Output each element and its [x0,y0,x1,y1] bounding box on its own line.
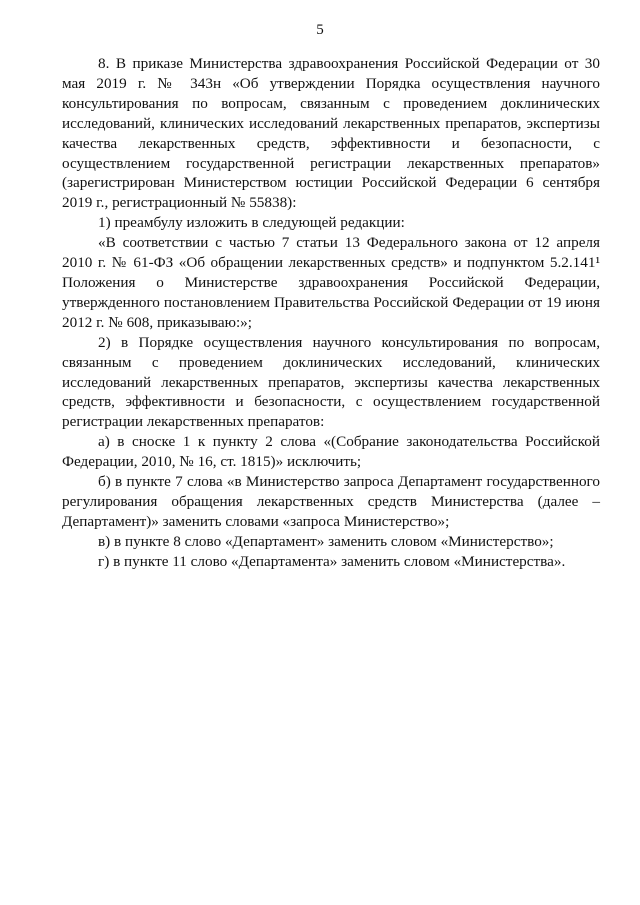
paragraph-subitem-1: 1) преамбулу изложить в следующей редакции: [98,214,405,232]
paragraph-subitem-g: г) в пункте 11 слово «Департамента» заменить словом «Министерства». [98,552,566,570]
document-body [62,54,600,572]
paragraph-item-8: 8. В приказе Министерства здравоохранения Российской Федерации от 30 мая 2019 г. № 343н «Об утверждении Порядка осуществления научного консультирования по вопросам, связанным с проведением доклинических исследований, клинических исследований лекарственных препаратов, экспертизы качества лекарственных средств, эффективности и безопасности, с осуществлением государственной регистрации лекарственных препаратов» (зарегистрирован Министерством юстиции Российской Федерации 6 сентября 2019 г., регистрационный № 55838): [62,55,600,212]
paragraph-preamble-text: «В соответствии с частью 7 статьи 13 Федерального закона от 12 апреля 2010 г. № 61-ФЗ «Об обращении лекарственных средств» и подпунктом 5.2.141¹ Положения о Министерстве здравоохранения Российской Федерации, утвержденного постановлением Правительства Российской Федерации от 19 июня 2012 г. № 608, приказываю:»; [62,234,600,331]
paragraph-subitem-v: в) в пункте 8 слово «Департамент» заменить словом «Министерство»; [98,532,554,550]
page-number: 5 [316,22,324,38]
paragraph-subitem-b: б) в пункте 7 слова «в Министерство запроса Департамент государственного регулирования обращения лекарственных средств Министерства (далее – Департамент)» заменить словами «запроса Министерство»; [62,473,600,530]
paragraph-subitem-a: а) в сноске 1 к пункту 2 слова «(Собрание законодательства Российской Федерации, 2010, № 16, ст. 1815)» исключить; [62,433,600,471]
paragraph-subitem-2: 2) в Порядке осуществления научного консультирования по вопросам, связанным с проведением доклинических исследований, клинических исследований лекарственных препаратов, экспертизы качества лекарственных средств, эффективности и безопасности, с осуществлением государственной регистрации лекарственных препаратов: [62,333,600,431]
